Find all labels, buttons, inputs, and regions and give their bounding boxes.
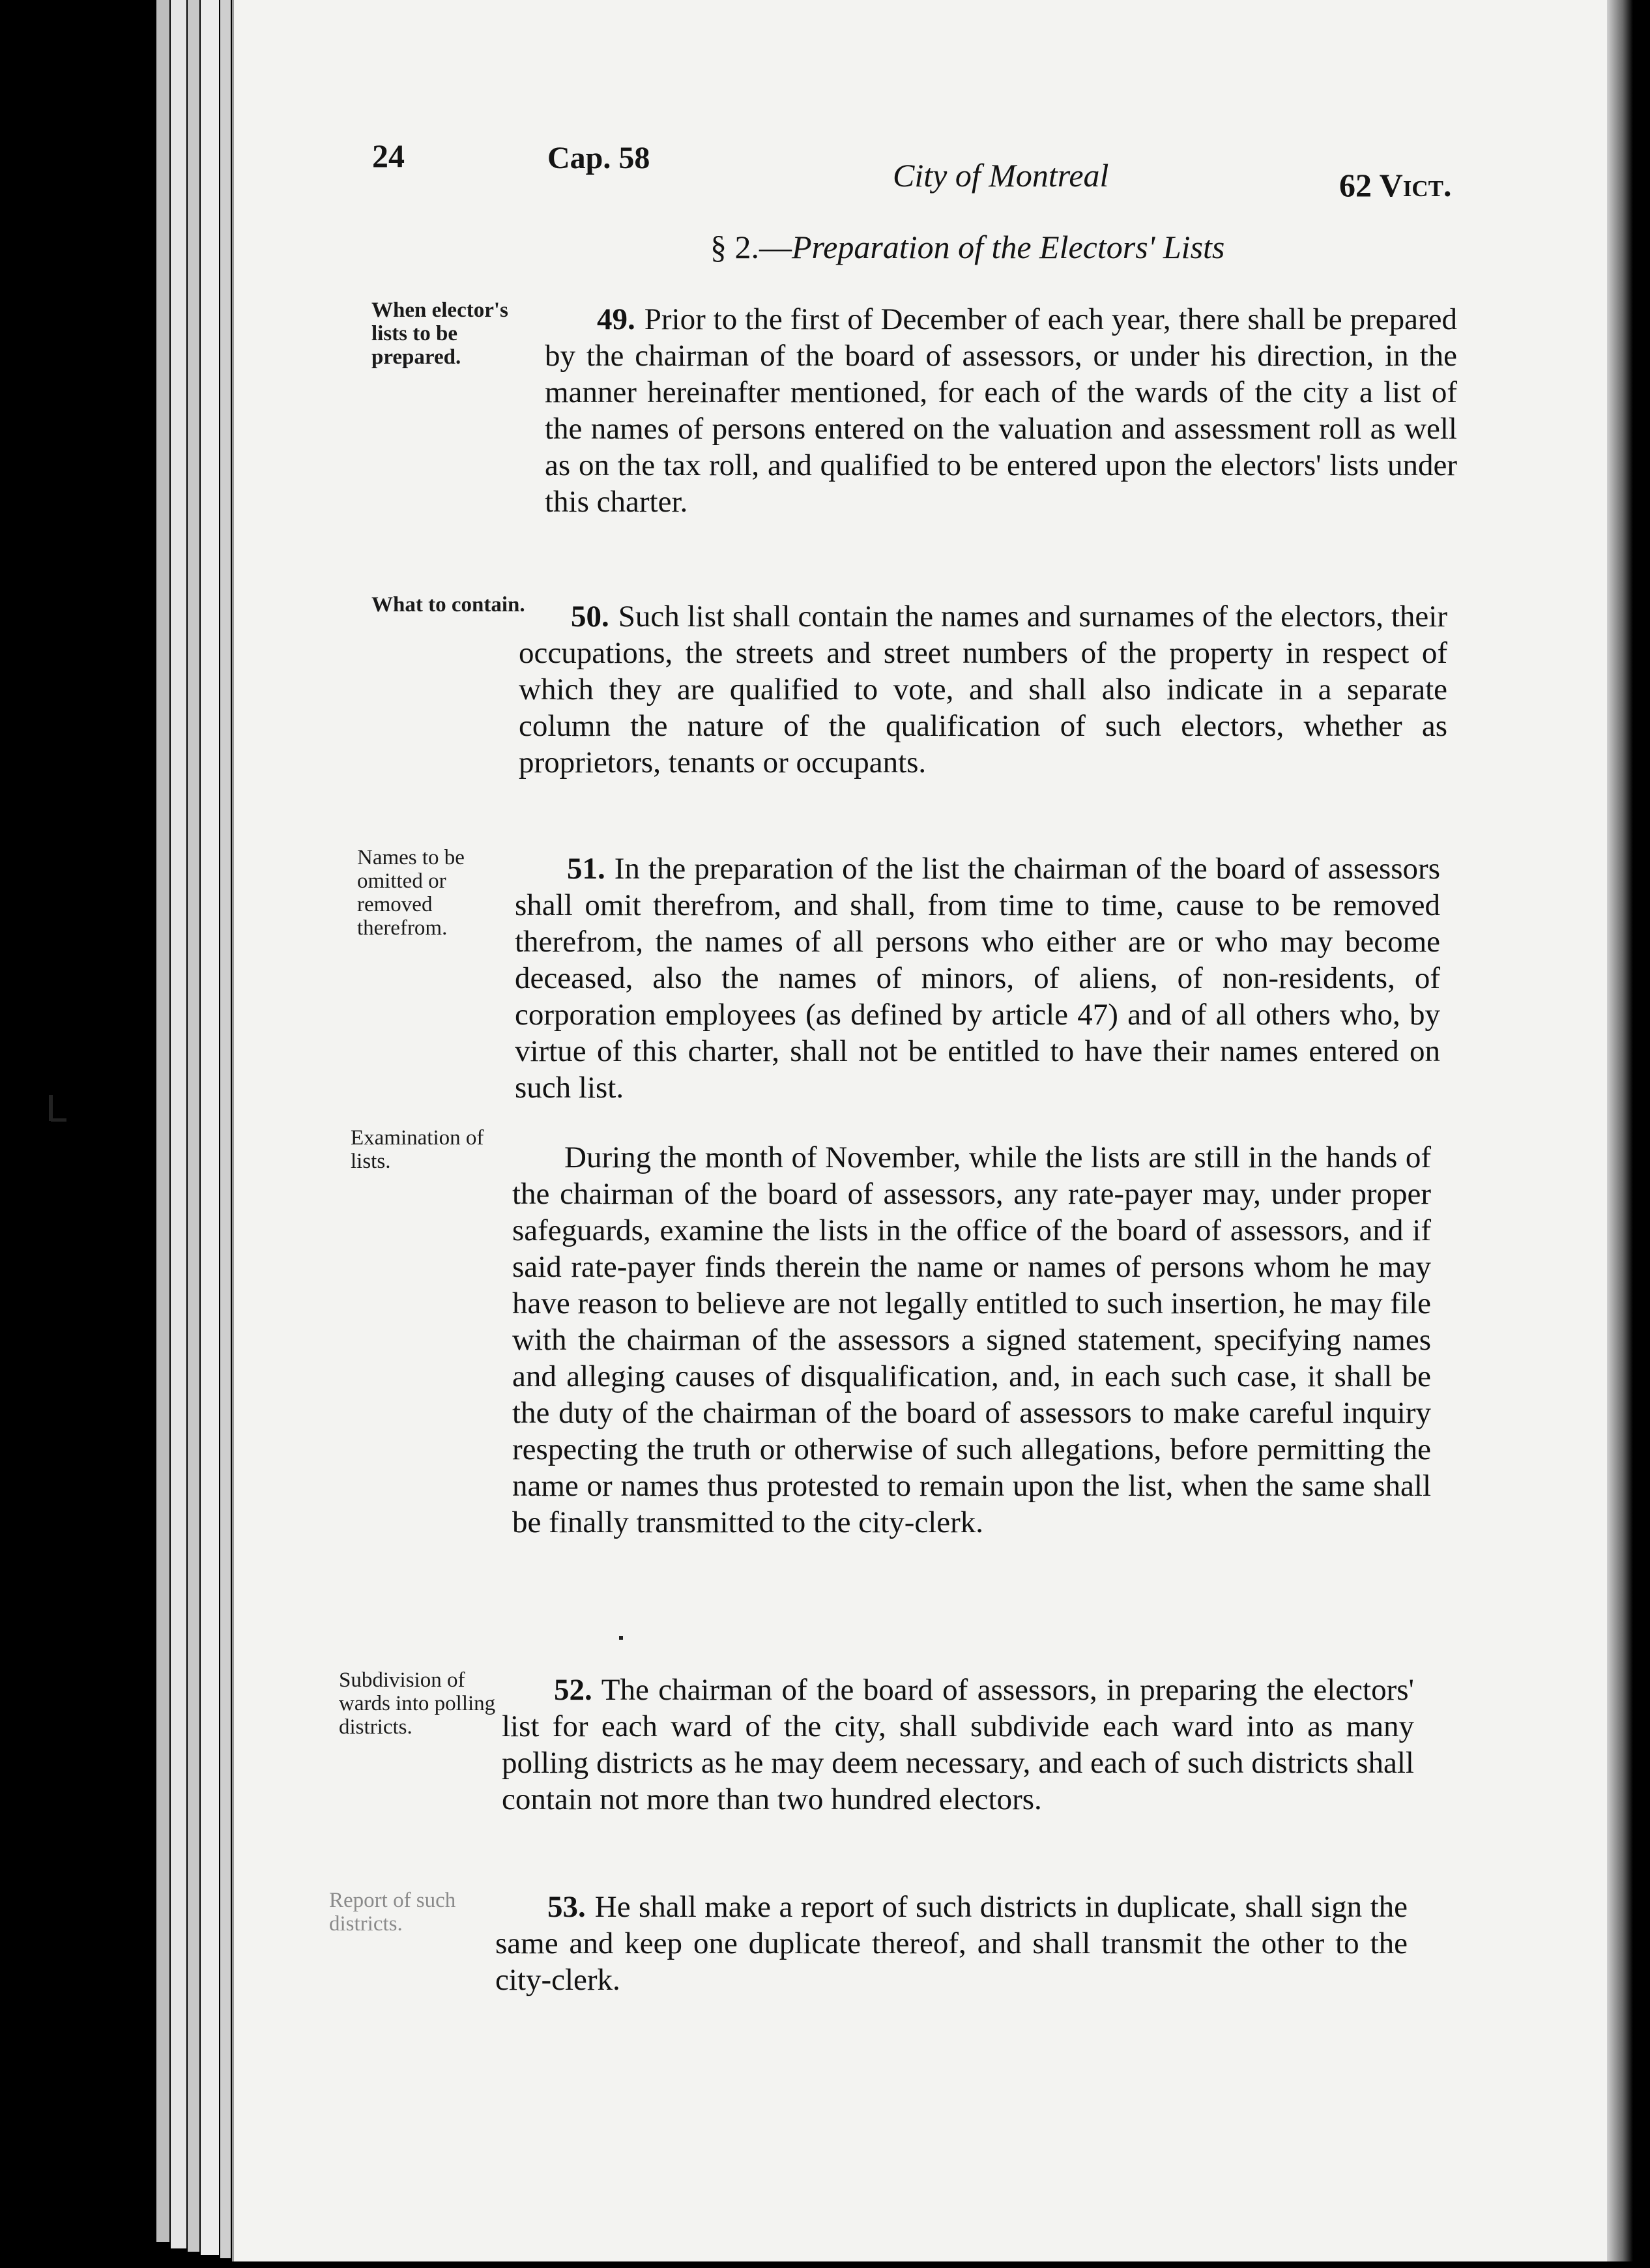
scan-artifact (51, 1118, 66, 1122)
section-paragraph (495, 1889, 1408, 1998)
running-title: City of Montreal (893, 157, 1109, 194)
section-text: Prior to the first of December of each year, there shall be prepared by the chairman of the board of assessors, or under his direction, in the manner hereinafter mentioned, for each of the wards of the city a list of the names of persons entered on the valuation and assessment roll as well as on the tax roll, and qualified to be entered upon the electors' lists under this charter. (545, 302, 1457, 519)
page-edge (188, 0, 199, 2252)
page-edge (220, 0, 231, 2258)
section-text: He shall make a report of such districts in duplicate, shall sign the same and keep one duplicate thereof, and shall transmit the other to the city-clerk. (495, 1890, 1408, 1997)
section-text: Such list shall contain the names and surnames of the electors, their occupations, the streets and street numbers of the property in respect of which they are qualified to vote, and shall also indicate in a separate column the nature of the qualification of such electors, whether as proprietors, tenants or occupants. (519, 600, 1447, 779)
section-text: The chairman of the board of assessors, in preparing the electors' list for each ward of the city, shall subdivide each ward into as many polling districts as he may deem necessary, and each of such districts shall contain not more than two hundred electors. (502, 1673, 1414, 1816)
scan-artifact (619, 1636, 623, 1640)
margin-note: Examination of lists. (351, 1126, 484, 1173)
section-number: 49. (597, 302, 635, 336)
section-paragraph (515, 850, 1440, 1106)
section-number: 50. (571, 600, 609, 633)
page-number: 24 (372, 138, 405, 174)
section-paragraph (512, 1139, 1431, 1541)
section-number: 52. (554, 1673, 592, 1707)
section-number: 53. (547, 1890, 586, 1924)
chapter-label: Cap. 58 (547, 141, 650, 175)
section-heading-title: Preparation of the Electors' Lists (792, 229, 1225, 265)
section-heading (710, 228, 1224, 266)
regnal-year: 62 Vict. (1339, 167, 1452, 203)
page-edge (201, 0, 219, 2255)
section-text: During the month of November, while the lists are still in the hands of the chairman of the board of assessors, any rate-payer may, under proper safeguards, examine the lists in the office of the board of assessors, and if said rate-payer finds therein the name or names of persons whom he may have reason to believe are not legally entitled to such insertion, he may file with the chairman of the assessors a signed statement, specifying names and alleging causes of disqualification, and, in each such case, it shall be the duty of the chairman of the board of assessors to make careful inquiry respecting the truth or otherwise of such allegations, before permitting the name or names thus protested to remain upon the list, when the same shall be finally transmitted to the city-clerk. (512, 1141, 1431, 1539)
margin-note: What to contain. (371, 593, 525, 617)
margin-note: Report of such districts. (329, 1889, 456, 1936)
section-paragraph (502, 1672, 1414, 1818)
page-edge (171, 0, 186, 2248)
section-paragraph (545, 301, 1457, 520)
section-paragraph (519, 598, 1447, 781)
margin-note: When elector's lists to be prepared. (371, 298, 508, 369)
margin-note: Subdivision of wards into polling districts. (339, 1668, 496, 1739)
scan-artifact (49, 1095, 53, 1121)
section-text: In the preparation of the list the chairman of the board of assessors shall omit therefrom, and shall, from time to time, cause to be removed therefrom, the names of all persons who either are or who may become deceased, also the names of minors, of aliens, of non-residents, of corporation employees (as defined by article 47) and of all others who, by virtue of this charter, shall not be entitled to have their names entered on such list. (515, 852, 1440, 1105)
page-edge (156, 0, 169, 2242)
section-symbol: § 2.— (710, 229, 792, 265)
binding-shadow (1607, 0, 1633, 2261)
section-number: 51. (567, 852, 605, 886)
margin-note: Names to be omitted or removed therefrom. (357, 846, 465, 940)
